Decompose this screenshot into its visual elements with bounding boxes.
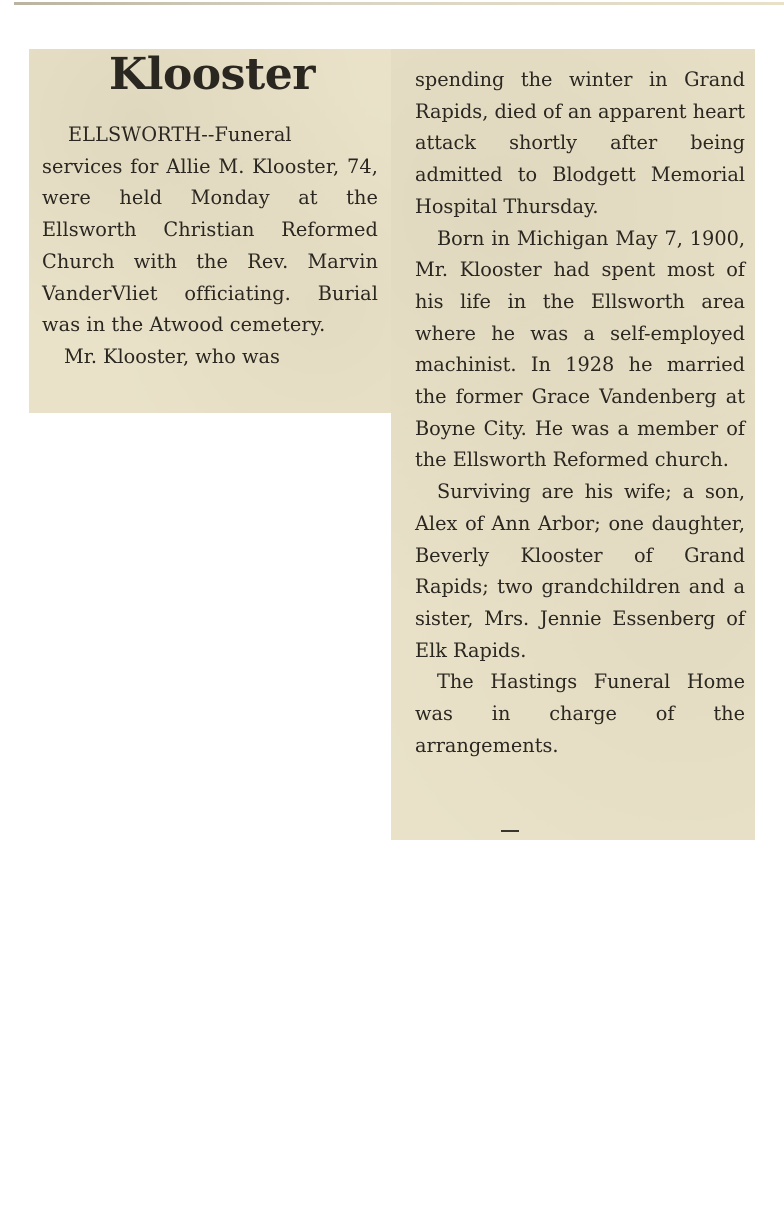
- paragraph-survivors: Surviving are his wife; a son, Alex of Ann Arbor; one daughter, Beverly Klooster of Grand Rapids; two grandchildren and a sister, Mrs. Jennie Essenberg of Elk Rapids.: [415, 480, 745, 662]
- left-column: [42, 119, 378, 373]
- paragraph-continuation: spending the winter in Grand Rapids, died of an apparent heart attack shortly after being admitted to Blodgett Memorial Hospital Thursday.: [415, 68, 745, 218]
- right-column: [415, 64, 745, 761]
- paragraph-mr-klooster-start: Mr. Klooster, who was: [64, 344, 280, 368]
- paragraph-biography: Born in Michigan May 7, 1900, Mr. Klooster had spent most of his life in the Ellsworth area where he was a self-employed machinist. In 1928 he married the former Grace Vandenberg at Boyne City. He was a member of the Ellsworth Reformed church.: [415, 226, 745, 472]
- paragraph-arrangements: The Hastings Funeral Home was in charge of the arrangements.: [415, 670, 745, 757]
- clipping-right-part: [391, 49, 755, 840]
- page-top-rule: [14, 2, 784, 5]
- clipping-left-part: [29, 49, 391, 413]
- paragraph-funeral-services: ELLSWORTH--Funeral services for Allie M. Klooster, 74, were held Monday at the Ellsworth Christian Reformed Church with the Rev. Marvin VanderVliet officiating. Burial was in the Atwood cemetery.: [42, 123, 378, 337]
- obituary-headline: Klooster: [109, 49, 315, 100]
- column-end-dash: [501, 830, 519, 832]
